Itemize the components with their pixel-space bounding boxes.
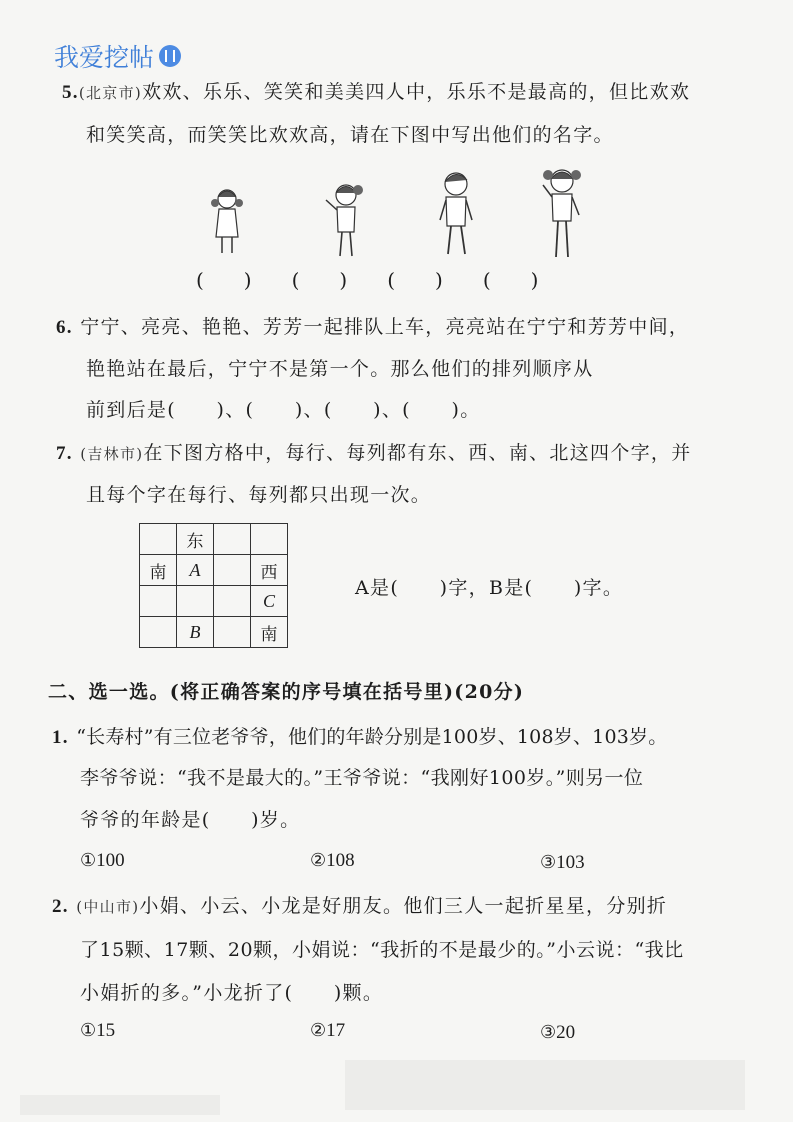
girl-tall-icon [537,165,587,263]
q5-line2: 和笑笑高，而笑笑比欢欢高，请在下图中写出他们的名字。 [86,124,614,146]
q5-number: 5. [62,82,79,103]
watermark-logo [54,38,181,74]
q7-answer-line[interactable]: A是( )字，B是( )字。 [355,577,624,599]
s2q1-option-3[interactable]: ③103 [540,852,585,873]
grid-row [140,617,288,648]
grid-cell: 西 [251,555,288,586]
grid-cell [214,586,251,617]
grid-row [140,524,288,555]
s2q1-option-1[interactable]: ①100 [80,850,125,871]
q5-answer-blanks[interactable]: ()()()() [196,268,579,292]
scan-shadow [345,1060,745,1110]
q7-line2: 且每个字在每行、每列都只出现一次。 [86,484,432,506]
s2q1-number: 1. [52,727,69,748]
q5-line1 [62,80,690,105]
s2q2-line1 [52,894,667,919]
q5-source: (北京市) [78,84,143,102]
grid-row [140,586,288,617]
s2q2-line3[interactable]: 小娟折的多。”小龙折了( )颗。 [80,982,384,1004]
grid-cell: 东 [177,524,214,555]
s2q2-option-1[interactable]: ①15 [80,1020,116,1041]
grid-cell [140,524,177,555]
section2-title: 二、选一选。(将正确答案的序号填在括号里)(20分) [48,681,525,703]
grid-cell: 南 [140,555,177,586]
s2q2-source: (中山市) [76,898,140,916]
q6-line2: 艳艳站在最后，宁宁不是第一个。那么他们的排列顺序从 [86,358,594,380]
q7-text-1: 在下图方格中，每行、每列都有东、西、南、北这四个字，并 [143,442,692,464]
q6-number: 6. [56,317,73,338]
grid-cell [214,555,251,586]
q6-line3[interactable]: 前到后是( )、( )、( )、( )。 [86,399,481,421]
boy-icon [432,168,480,260]
grid-cell [214,524,251,555]
grid-cell-b: B [177,617,214,648]
grid-row [140,555,288,586]
watermark-badge-icon [159,45,181,67]
s2q1-option-2[interactable]: ②108 [310,850,355,871]
direction-grid [139,523,288,648]
s2q2-line2: 了15颗、17颗、20颗，小娟说：“我折的不是最少的。”小云说：“我比 [80,939,684,961]
scan-shadow [20,1095,220,1115]
grid-cell [177,586,214,617]
grid-cell [140,617,177,648]
s2q2-number: 2. [52,896,69,917]
grid-cell: 南 [251,617,288,648]
watermark-text: 我爱挖帖 [54,43,155,72]
q6-line1 [56,315,689,340]
q6-text-1: 宁宁、亮亮、艳艳、芳芳一起排队上车，亮亮站在宁宁和芳芳中间， [80,316,690,338]
s2q2-option-3[interactable]: ③20 [540,1022,576,1043]
grid-cell [251,524,288,555]
grid-cell [140,586,177,617]
s2q1-line1 [52,725,667,750]
s2q1-line2: 李爷爷说：“我不是最大的。”王爷爷说：“我刚好100岁。”则另一位 [80,767,644,789]
grid-cell-c: C [251,586,288,617]
s2q2-option-2[interactable]: ②17 [310,1020,346,1041]
girl-waving-icon [320,180,370,262]
q7-line1 [56,441,692,466]
s2q1-line3[interactable]: 爷爷的年龄是( )岁。 [80,809,301,831]
q7-number: 7. [56,443,73,464]
s2q2-text-1: 小娟、小云、小龙是好朋友。他们三人一起折星星，分别折 [139,895,668,917]
s2q1-text-1: “长寿村”有三位老爷爷，他们的年龄分别是100岁、108岁、103岁。 [76,726,668,748]
q5-text-1: 欢欢、乐乐、笑笑和美美四人中，乐乐不是最高的，但比欢欢 [142,81,691,103]
grid-cell-a: A [177,555,214,586]
girl-small-icon [207,185,247,260]
q7-source: (吉林市) [80,445,144,463]
grid-cell [214,617,251,648]
